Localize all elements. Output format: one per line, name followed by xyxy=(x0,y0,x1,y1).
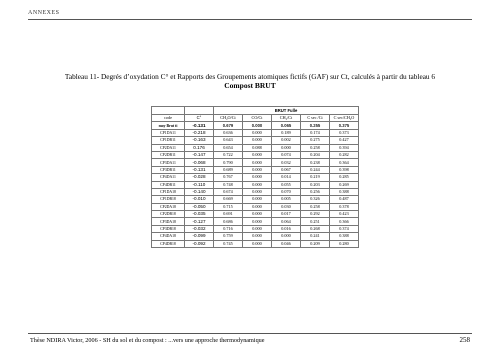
row-code: CP2DB18 xyxy=(152,211,185,218)
row-value: 0.000 xyxy=(243,166,272,173)
row-value: 0.280 xyxy=(330,240,359,247)
row-cstar: -0.032 xyxy=(185,225,214,232)
row-code: CP4DB11 xyxy=(152,181,185,188)
row-value: 0.686 xyxy=(214,218,243,225)
row-value: 0.000 xyxy=(243,203,272,210)
row-value: 0.722 xyxy=(214,151,243,158)
row-cstar: -0.028 xyxy=(185,174,214,181)
row-value: 0.326 xyxy=(301,196,330,203)
row-code: CP2DA11 xyxy=(152,144,185,151)
table-row xyxy=(152,240,359,247)
row-value: 0.046 xyxy=(272,240,301,247)
row-value: 0.423 xyxy=(330,211,359,218)
row-cstar: -0.163 xyxy=(185,137,214,144)
row-value: 0.487 xyxy=(330,196,359,203)
column-header: C sec/CH₂O xyxy=(330,115,359,122)
row-cstar: 0.176 xyxy=(185,144,214,151)
row-value: 0.000 xyxy=(243,129,272,136)
table-row xyxy=(152,218,359,225)
table-row xyxy=(152,144,359,151)
row-value: 0.000 xyxy=(243,211,272,218)
column-header: code xyxy=(152,115,185,122)
row-value: 0.679 xyxy=(214,122,243,129)
row-value: 0.636 xyxy=(214,129,243,136)
row-value: 0.669 xyxy=(214,196,243,203)
row-code: CP1DB18 xyxy=(152,196,185,203)
running-header: ANNEXES xyxy=(28,10,60,16)
row-cstar: -0.140 xyxy=(185,188,214,195)
column-header: CH₂O/Ct xyxy=(214,115,243,122)
table-caption-title: Tableau 11- Degrés d’oxydation C° et Rapports des Groupements atomiques fictifs (GAF) sur Ct, calculés à partir du tableau 6 xyxy=(64,72,436,81)
row-value: 0.759 xyxy=(214,233,243,240)
row-value: 0.209 xyxy=(301,240,330,247)
row-cstar: -0.110 xyxy=(185,181,214,188)
row-value: 0.364 xyxy=(330,159,359,166)
oxidation-table xyxy=(151,106,359,248)
table-row xyxy=(152,151,359,158)
row-value: 0.000 xyxy=(243,122,272,129)
row-value: 0.204 xyxy=(301,151,330,158)
row-value: 0.000 xyxy=(243,137,272,144)
row-value: 0.030 xyxy=(272,203,301,210)
row-value: 0.070 xyxy=(272,188,301,195)
row-value: 0.219 xyxy=(301,174,330,181)
row-code: CP1DA11 xyxy=(152,129,185,136)
row-value: 0.427 xyxy=(330,137,359,144)
row-value: 0.000 xyxy=(243,240,272,247)
row-value: 0.000 xyxy=(243,225,272,232)
table-row xyxy=(152,129,359,136)
row-cstar: -0.218 xyxy=(185,129,214,136)
table-row xyxy=(152,211,359,218)
row-value: 0.643 xyxy=(214,137,243,144)
row-code: CP1DB11 xyxy=(152,137,185,144)
row-value: 0.374 xyxy=(330,225,359,232)
row-value: 0.014 xyxy=(272,174,301,181)
row-value: 0.000 xyxy=(243,151,272,158)
row-code: CP3DB18 xyxy=(152,225,185,232)
row-value: 0.654 xyxy=(214,144,243,151)
row-code: moy Brut ti xyxy=(152,122,185,129)
mean-row xyxy=(152,122,359,129)
footer-text: Thèse NDIRA Victor, 2006 - SH du sol et du compost : ...vers une approche thermodynamique xyxy=(30,337,265,344)
row-value: 0.373 xyxy=(330,129,359,136)
row-code: CP3DA11 xyxy=(152,159,185,166)
row-value: 0.000 xyxy=(243,218,272,225)
row-value: 0.689 xyxy=(214,166,243,173)
row-cstar: -0.010 xyxy=(185,196,214,203)
table-row xyxy=(152,166,359,173)
row-value: 0.745 xyxy=(214,240,243,247)
table-row xyxy=(152,174,359,181)
row-value: 0.398 xyxy=(330,166,359,173)
row-value: 0.000 xyxy=(272,233,301,240)
row-code: CP3DA18 xyxy=(152,218,185,225)
group-header-row xyxy=(152,107,359,115)
row-value: 0.691 xyxy=(214,211,243,218)
table-row xyxy=(152,203,359,210)
row-code: CP1DA18 xyxy=(152,188,185,195)
column-header-row xyxy=(152,115,359,122)
table-row xyxy=(152,196,359,203)
row-code: CP4DA18 xyxy=(152,233,185,240)
row-cstar: -0.131 xyxy=(185,166,214,173)
row-value: 0.000 xyxy=(272,144,301,151)
row-value: 0.268 xyxy=(301,225,330,232)
row-value: 0.002 xyxy=(272,137,301,144)
row-value: 0.258 xyxy=(301,203,330,210)
row-code: CP2DA18 xyxy=(152,203,185,210)
table-row xyxy=(152,225,359,232)
row-cstar: -0.092 xyxy=(185,240,214,247)
column-header: CO/Ct xyxy=(243,115,272,122)
row-value: 0.000 xyxy=(243,196,272,203)
column-header: CH₂/Ct xyxy=(272,115,301,122)
table-row xyxy=(152,188,359,195)
row-value: 0.000 xyxy=(243,233,272,240)
row-value: 0.388 xyxy=(330,188,359,195)
row-value: 0.017 xyxy=(272,211,301,218)
row-code: CP4DB18 xyxy=(152,240,185,247)
row-code: CP3DB11 xyxy=(152,166,185,173)
row-value: 0.074 xyxy=(272,151,301,158)
row-cstar: -0.127 xyxy=(185,218,214,225)
table-row xyxy=(152,159,359,166)
column-header: C° xyxy=(185,115,214,122)
row-code: CP2DB11 xyxy=(152,151,185,158)
row-code: CP4DA11 xyxy=(152,174,185,181)
row-value: 0.394 xyxy=(330,144,359,151)
row-value: 0.256 xyxy=(301,188,330,195)
row-value: 0.269 xyxy=(330,181,359,188)
page-number: 258 xyxy=(459,336,470,344)
row-value: 0.241 xyxy=(301,233,330,240)
table-row xyxy=(152,233,359,240)
row-value: 0.055 xyxy=(272,181,301,188)
row-value: 0.032 xyxy=(272,159,301,166)
footer-rule xyxy=(28,333,472,334)
row-value: 0.189 xyxy=(272,129,301,136)
row-value: 0.000 xyxy=(243,174,272,181)
row-value: 0.000 xyxy=(243,159,272,166)
row-value: 0.366 xyxy=(330,218,359,225)
row-value: 0.378 xyxy=(330,203,359,210)
row-value: 0.715 xyxy=(214,203,243,210)
row-cstar: -0.035 xyxy=(185,211,214,218)
row-cstar: -0.099 xyxy=(185,233,214,240)
table-row xyxy=(152,181,359,188)
row-value: 0.067 xyxy=(272,166,301,173)
row-value: 0.088 xyxy=(243,144,272,151)
row-value: 0.375 xyxy=(330,122,359,129)
row-value: 0.748 xyxy=(214,181,243,188)
row-value: 0.790 xyxy=(214,159,243,166)
column-header: C sec /Ct xyxy=(301,115,330,122)
row-value: 0.275 xyxy=(301,137,330,144)
row-value: 0.174 xyxy=(301,129,330,136)
row-value: 0.005 xyxy=(272,196,301,203)
row-value: 0.203 xyxy=(301,181,330,188)
row-value: 0.251 xyxy=(301,218,330,225)
group-header-cell: BRUT Fulle xyxy=(214,107,359,115)
table-row xyxy=(152,137,359,144)
row-value: 0.238 xyxy=(301,159,330,166)
row-value: 0.674 xyxy=(214,188,243,195)
row-cstar: -0.068 xyxy=(185,159,214,166)
row-value: 0.388 xyxy=(330,233,359,240)
table-caption-subtitle: Compost BRUT xyxy=(224,81,276,90)
row-value: 0.255 xyxy=(301,122,330,129)
row-value: 0.064 xyxy=(272,218,301,225)
row-value: 0.285 xyxy=(330,174,359,181)
row-value: 0.258 xyxy=(301,144,330,151)
row-value: 0.716 xyxy=(214,225,243,232)
row-cstar: -0.147 xyxy=(185,151,214,158)
row-cstar: -0.050 xyxy=(185,203,214,210)
row-value: 0.767 xyxy=(214,174,243,181)
row-value: 0.292 xyxy=(301,211,330,218)
row-value: 0.244 xyxy=(301,166,330,173)
row-value: 0.016 xyxy=(272,225,301,232)
row-cstar: -0.131 xyxy=(185,122,214,129)
header-rule xyxy=(28,19,472,20)
row-value: 0.000 xyxy=(243,181,272,188)
row-value: 0.065 xyxy=(272,122,301,129)
row-value: 0.000 xyxy=(243,188,272,195)
row-value: 0.282 xyxy=(330,151,359,158)
